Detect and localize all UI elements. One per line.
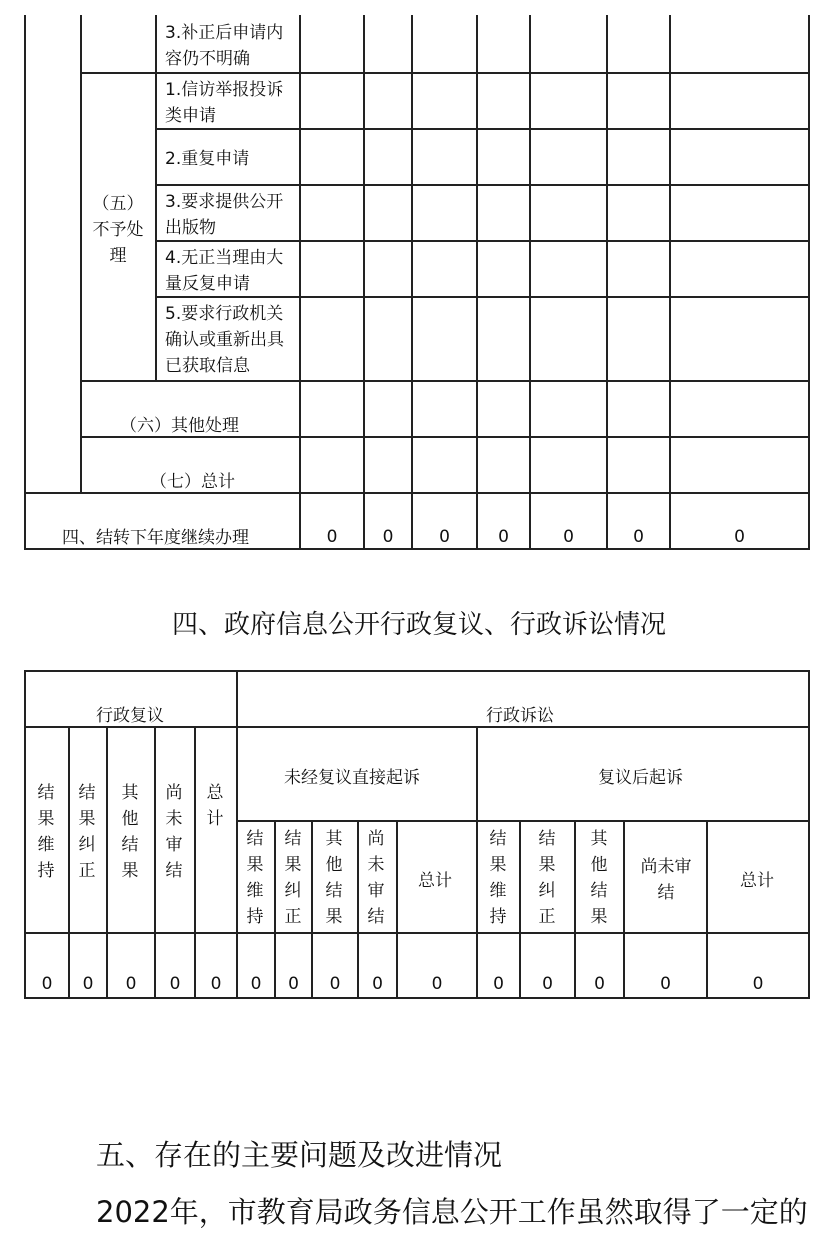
col-after-corrected: 结果纠正 bbox=[538, 829, 556, 927]
value-cell: 0 bbox=[250, 974, 262, 994]
row-label-correction-unclear: 3.补正后申请内容仍不明确 bbox=[165, 23, 284, 69]
carry-over-value: 0 bbox=[326, 527, 338, 547]
col-direct-pending: 尚未审结 bbox=[367, 829, 385, 927]
row-label-petition-request: 1.信访举报投诉类申请 bbox=[165, 80, 284, 126]
col-review-upheld: 结果维持 bbox=[37, 783, 55, 881]
row-label-repeat-request: 2.重复申请 bbox=[165, 149, 250, 169]
row-label-total: （七）总计 bbox=[150, 472, 235, 492]
row-label-other-processing: （六）其他处理 bbox=[120, 416, 239, 436]
row-label-confirm-reissue: 5.要求行政机关确认或重新出具已获取信息 bbox=[165, 304, 284, 376]
col-review-corrected: 结果纠正 bbox=[78, 783, 96, 881]
value-cell: 0 bbox=[431, 974, 443, 994]
col-direct-corrected: 结果纠正 bbox=[284, 829, 302, 927]
group-label-not-processed: （五）不予处理 bbox=[92, 194, 144, 266]
row-label-publication-request: 3.要求提供公开出版物 bbox=[165, 192, 284, 238]
carry-over-value: 0 bbox=[633, 527, 644, 547]
section-5-title: 五、存在的主要问题及改进情况 bbox=[96, 1138, 503, 1172]
col-after-pending: 尚未审结 bbox=[640, 857, 692, 903]
value-cell: 0 bbox=[329, 974, 341, 994]
value-cell: 0 bbox=[210, 974, 222, 994]
col-after-upheld: 结果维持 bbox=[489, 829, 507, 927]
header-after-review: 复议后起诉 bbox=[598, 768, 683, 788]
header-admin-litigation: 行政诉讼 bbox=[486, 706, 554, 726]
value-cell: 0 bbox=[41, 974, 53, 994]
carry-over-value: 0 bbox=[382, 527, 394, 547]
value-cell: 0 bbox=[493, 974, 504, 994]
row-label-carry-over: 四、结转下年度继续办理 bbox=[62, 528, 249, 548]
col-after-total: 总计 bbox=[740, 871, 774, 891]
value-cell: 0 bbox=[542, 974, 553, 994]
header-admin-review: 行政复议 bbox=[96, 706, 164, 726]
header-no-review-direct: 未经复议直接起诉 bbox=[284, 768, 420, 788]
value-cell: 0 bbox=[288, 974, 299, 994]
row-label-mass-repeat-request: 4.无正当理由大量反复申请 bbox=[165, 248, 284, 294]
value-cell: 0 bbox=[752, 974, 764, 994]
value-cell: 0 bbox=[594, 974, 605, 994]
carry-over-value: 0 bbox=[734, 527, 745, 547]
section-4-title: 四、政府信息公开行政复议、行政诉讼情况 bbox=[172, 610, 667, 640]
value-cell: 0 bbox=[82, 974, 94, 994]
col-direct-total: 总计 bbox=[418, 871, 452, 891]
col-after-other: 其他结果 bbox=[590, 829, 608, 927]
carry-over-value: 0 bbox=[563, 527, 574, 547]
col-review-other: 其他结果 bbox=[121, 783, 139, 881]
section-5-paragraph: 2022年，市教育局政务信息公开工作虽然取得了一定的 bbox=[96, 1195, 808, 1229]
value-cell: 0 bbox=[372, 974, 383, 994]
col-review-pending: 尚未审结 bbox=[165, 783, 183, 881]
value-cell: 0 bbox=[660, 974, 671, 994]
col-review-total: 总计 bbox=[206, 783, 224, 829]
col-direct-upheld: 结果维持 bbox=[246, 829, 264, 927]
carry-over-value: 0 bbox=[439, 527, 450, 547]
value-cell: 0 bbox=[169, 974, 181, 994]
value-cell: 0 bbox=[125, 974, 137, 994]
col-direct-other: 其他结果 bbox=[325, 829, 343, 927]
carry-over-value: 0 bbox=[498, 527, 509, 547]
